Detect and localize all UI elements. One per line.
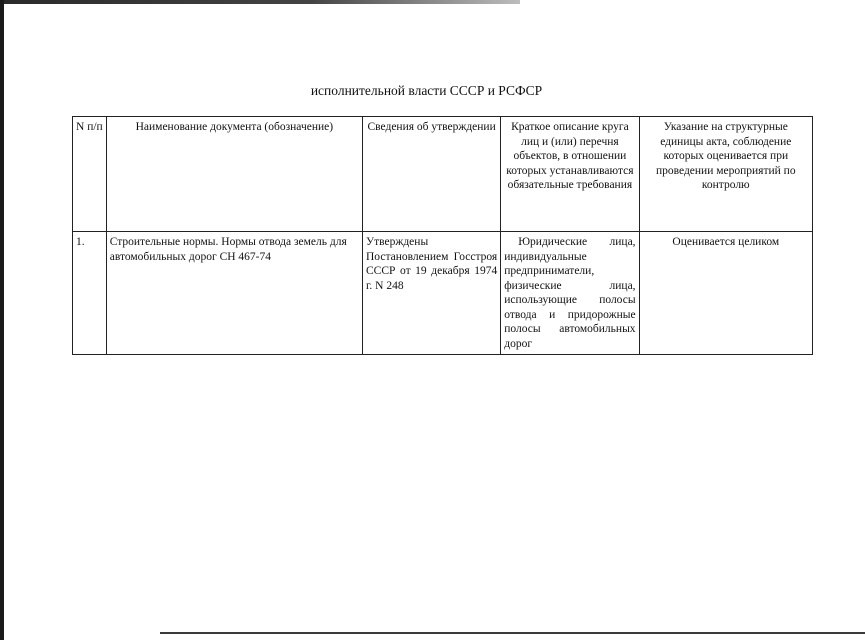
table-row — [73, 232, 813, 355]
page-heading: исполнительной власти СССР и РСФСР — [310, 83, 543, 98]
table-header-row — [73, 117, 813, 232]
header-approval-info: Сведения об утверждении — [363, 117, 501, 232]
scan-top-edge-artifact — [0, 0, 520, 4]
cell-document-name: Строительные нормы. Нормы отвода земель для автомобильных дорог СН 467-74 — [106, 232, 362, 355]
acts-table — [72, 116, 813, 355]
cell-number: 1. — [73, 232, 107, 355]
cell-structural-units: Оценивается целиком — [639, 232, 812, 355]
header-subjects-description: Краткое описание круга лиц и (или) перечня объектов, в отношении которых устанавливаются обязательные требования — [501, 117, 639, 232]
header-structural-units: Указание на структурные единицы акта, соблюдение которых оценивается при проведении мероприятий по контролю — [639, 117, 812, 232]
cell-approval-info: Утверждены Постановлением Госстроя СССР от 19 декабря 1974 г. N 248 — [363, 232, 501, 355]
header-document-name: Наименование документа (обозначение) — [106, 117, 362, 232]
header-number: N п/п — [73, 117, 107, 232]
cell-subjects-description: Юридические лица, индивидуальные предприниматели, физические лица, использующие полосы отвода и придорожные полосы автомобильных дорог — [501, 232, 639, 355]
scan-bottom-edge-artifact — [160, 632, 865, 634]
